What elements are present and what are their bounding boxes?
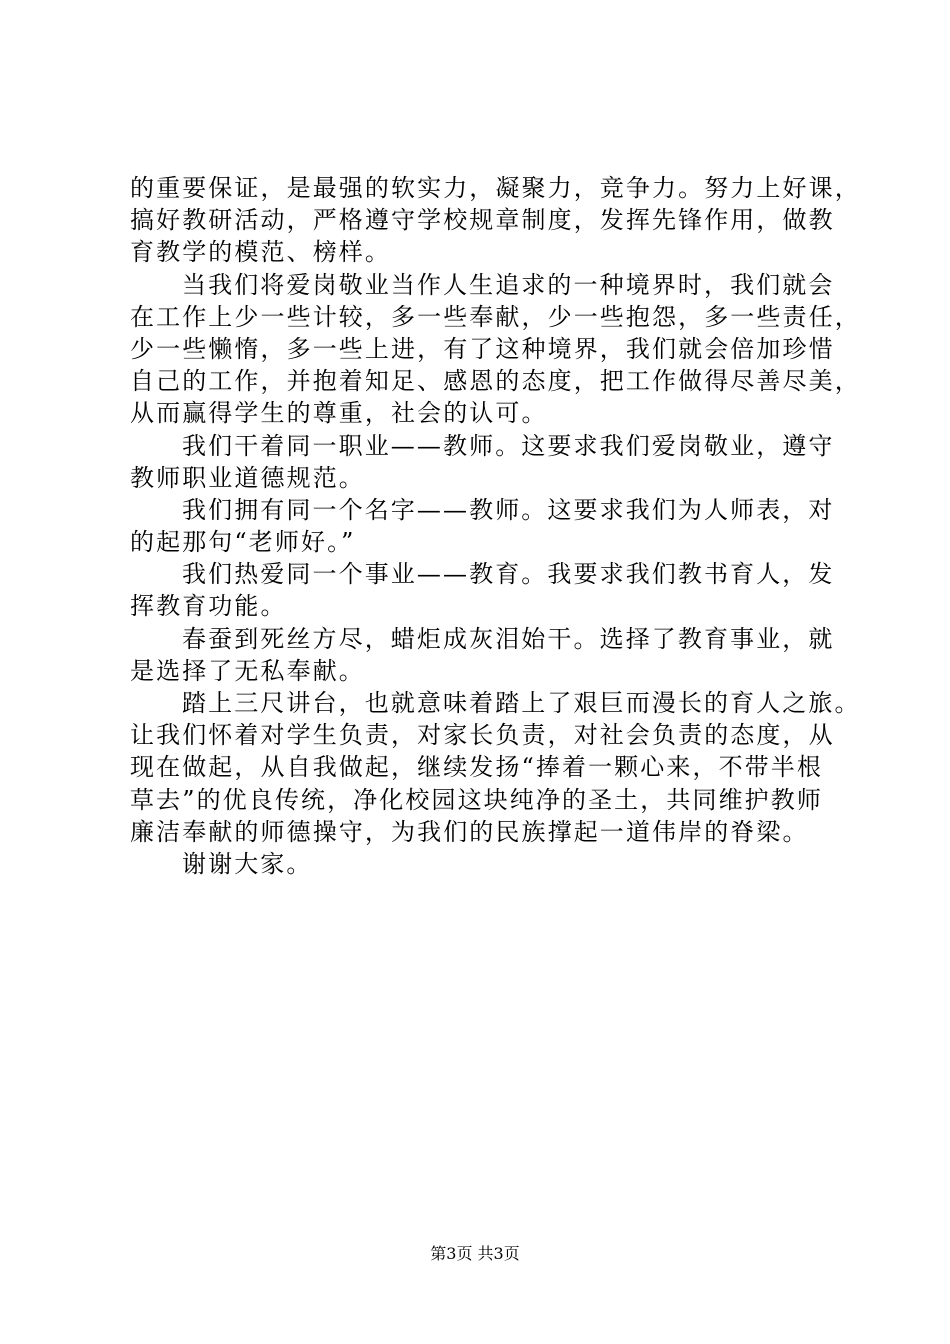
text-line: 教师职业道德规范。 (130, 463, 365, 492)
paragraph-first-line: 春蚕到死丝方尽，蜡炬成灰泪始干。选择了教育事业，就 (182, 624, 835, 653)
page-footer (0, 1244, 950, 1264)
text-line: 从而赢得学生的尊重，社会的认可。 (130, 399, 548, 428)
paragraph-first-line: 我们热爱同一个事业——教育。我要求我们教书育人，发 (182, 560, 835, 589)
paragraph-first-line: 谢谢大家。 (182, 849, 313, 878)
text-line: 在工作上少一些计较，多一些奉献，少一些抱怨，多一些责任， (130, 302, 861, 331)
document-body (130, 172, 861, 880)
text-line: 挥教育功能。 (130, 592, 287, 621)
paragraph-first-line: 我们拥有同一个名字——教师。这要求我们为人师表，对 (182, 495, 835, 524)
text-line: 廉洁奉献的师德操守，为我们的民族撑起一道伟岸的脊梁。 (130, 817, 809, 846)
text-line: 育教学的模范、榜样。 (130, 238, 391, 267)
text-line: 让我们怀着对学生负责，对家长负责，对社会负责的态度，从 (130, 721, 835, 750)
text-line: 的起那句“老师好。” (130, 528, 356, 557)
text-line: 搞好教研活动，严格遵守学校规章制度，发挥先锋作用，做教 (130, 206, 835, 235)
paragraph-first-line: 我们干着同一职业——教师。这要求我们爱岗敬业，遵守 (182, 431, 835, 460)
page-number-label: 第3页 共3页 (430, 1244, 520, 1263)
text-line: 的重要保证，是最强的软实力，凝聚力，竞争力。努力上好课， (130, 174, 861, 202)
text-line: 是选择了无私奉献。 (130, 656, 365, 685)
text-line: 自己的工作，并抱着知足、感恩的态度，把工作做得尽善尽美， (130, 367, 861, 396)
paragraph-first-line: 当我们将爱岗敬业当作人生追求的一种境界时，我们就会 (182, 270, 835, 299)
text-line: 少一些懒惰，多一些上进，有了这种境界，我们就会倍加珍惜 (130, 334, 835, 363)
text-line: 现在做起，从自我做起，继续发扬“捧着一颗心来，不带半根 (130, 753, 823, 782)
text-line: 草去”的优良传统，净化校园这块纯净的圣土，共同维护教师 (130, 785, 823, 814)
paragraph-first-line: 踏上三尺讲台，也就意味着踏上了艰巨而漫长的育人之旅。 (182, 689, 861, 717)
